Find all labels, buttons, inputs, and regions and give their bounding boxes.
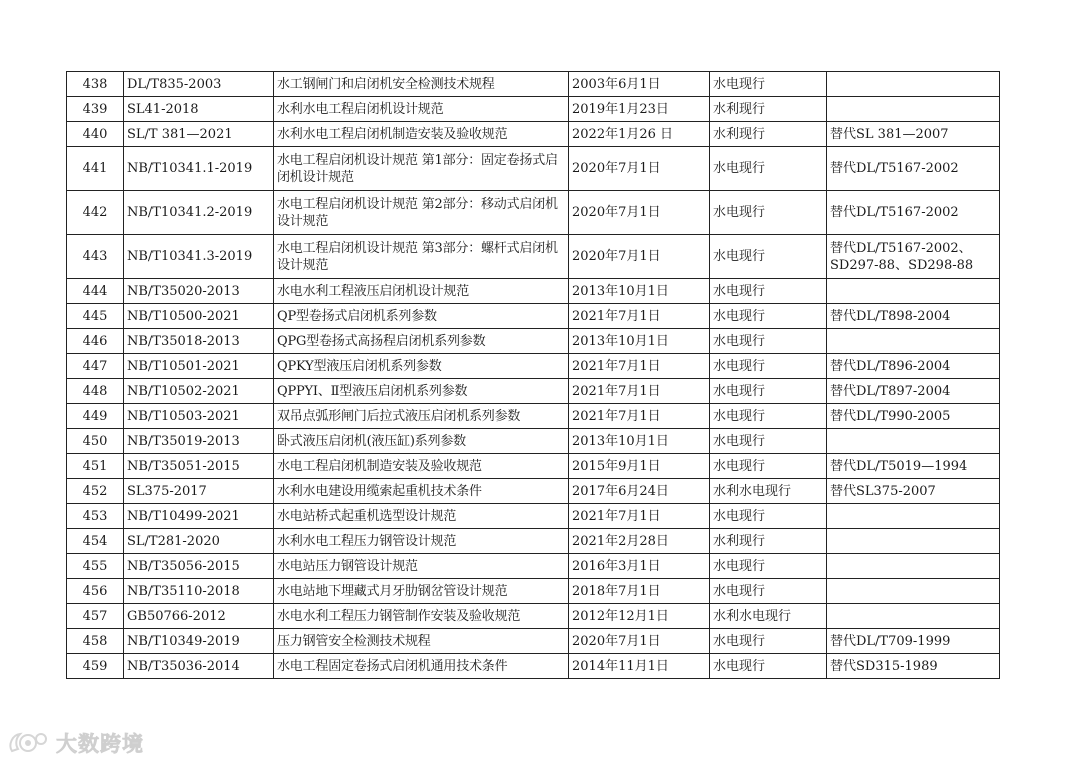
- effective-date-cell: 2020年7月1日: [569, 629, 710, 654]
- status-cell: 水利现行: [710, 122, 827, 147]
- row-number-cell: 448: [67, 379, 124, 404]
- table-row: [67, 554, 1000, 579]
- standard-code-cell: GB50766-2012: [124, 604, 274, 629]
- standard-code-cell: NB/T35110-2018: [124, 579, 274, 604]
- status-cell: 水电现行: [710, 554, 827, 579]
- status-cell: 水电现行: [710, 429, 827, 454]
- standard-title-cell: 水电站压力钢管设计规范: [274, 554, 569, 579]
- replacement-note-cell: 替代DL/T5167-2002: [827, 191, 1000, 235]
- standard-code-cell: NB/T10349-2019: [124, 629, 274, 654]
- row-number-cell: 438: [67, 72, 124, 97]
- row-number-cell: 440: [67, 122, 124, 147]
- table-row: [67, 97, 1000, 122]
- status-cell: 水电现行: [710, 354, 827, 379]
- status-cell: 水电现行: [710, 147, 827, 191]
- standard-code-cell: NB/T10500-2021: [124, 304, 274, 329]
- effective-date-cell: 2021年7月1日: [569, 504, 710, 529]
- standard-code-cell: DL/T835-2003: [124, 72, 274, 97]
- effective-date-cell: 2022年1月26 日: [569, 122, 710, 147]
- status-cell: 水电现行: [710, 404, 827, 429]
- standard-title-cell: 水电工程启闭机设计规范 第3部分：螺杆式启闭机设计规范: [274, 235, 569, 279]
- standard-code-cell: NB/T35019-2013: [124, 429, 274, 454]
- effective-date-cell: 2021年7月1日: [569, 404, 710, 429]
- standard-title-cell: 水电站桥式起重机选型设计规范: [274, 504, 569, 529]
- replacement-note-cell: 替代DL/T898-2004: [827, 304, 1000, 329]
- table-row: [67, 529, 1000, 554]
- replacement-note-cell: [827, 504, 1000, 529]
- effective-date-cell: 2013年10月1日: [569, 329, 710, 354]
- row-number-cell: 456: [67, 579, 124, 604]
- replacement-note-cell: [827, 72, 1000, 97]
- replacement-note-cell: [827, 429, 1000, 454]
- standard-code-cell: NB/T35020-2013: [124, 279, 274, 304]
- standard-title-cell: 水电工程启闭机制造安装及验收规范: [274, 454, 569, 479]
- row-number-cell: 441: [67, 147, 124, 191]
- standard-title-cell: 水电工程启闭机设计规范 第1部分：固定卷扬式启闭机设计规范: [274, 147, 569, 191]
- table-row: [67, 454, 1000, 479]
- table-row: [67, 404, 1000, 429]
- replacement-note-cell: 替代DL/T709-1999: [827, 629, 1000, 654]
- standard-title-cell: 双吊点弧形闸门后拉式液压启闭机系列参数: [274, 404, 569, 429]
- standard-title-cell: QPPYⅠ、Ⅱ型液压启闭机系列参数: [274, 379, 569, 404]
- effective-date-cell: 2014年11月1日: [569, 654, 710, 679]
- standard-title-cell: 水电水利工程液压启闭机设计规范: [274, 279, 569, 304]
- status-cell: 水电现行: [710, 654, 827, 679]
- table-row: [67, 191, 1000, 235]
- standard-title-cell: 水利水电工程启闭机制造安装及验收规范: [274, 122, 569, 147]
- effective-date-cell: 2016年3月1日: [569, 554, 710, 579]
- table-row: [67, 479, 1000, 504]
- table-row: [67, 629, 1000, 654]
- table-row: [67, 72, 1000, 97]
- standard-title-cell: 水利水电工程启闭机设计规范: [274, 97, 569, 122]
- effective-date-cell: 2019年1月23日: [569, 97, 710, 122]
- effective-date-cell: 2017年6月24日: [569, 479, 710, 504]
- standards-table: [66, 71, 1000, 679]
- standard-code-cell: NB/T35036-2014: [124, 654, 274, 679]
- table-row: [67, 304, 1000, 329]
- status-cell: 水利水电现行: [710, 479, 827, 504]
- effective-date-cell: 2021年2月28日: [569, 529, 710, 554]
- status-cell: 水利现行: [710, 97, 827, 122]
- standard-code-cell: SL41-2018: [124, 97, 274, 122]
- replacement-note-cell: [827, 329, 1000, 354]
- watermark-text: 大数跨境: [56, 732, 144, 756]
- table-row: [67, 147, 1000, 191]
- table-row: [67, 604, 1000, 629]
- table-row: [67, 429, 1000, 454]
- row-number-cell: 455: [67, 554, 124, 579]
- replacement-note-cell: [827, 604, 1000, 629]
- standard-title-cell: 水利水电工程压力钢管设计规范: [274, 529, 569, 554]
- effective-date-cell: 2015年9月1日: [569, 454, 710, 479]
- replacement-note-cell: [827, 579, 1000, 604]
- replacement-note-cell: 替代SD315-1989: [827, 654, 1000, 679]
- standard-code-cell: NB/T10341.1-2019: [124, 147, 274, 191]
- standard-code-cell: NB/T35051-2015: [124, 454, 274, 479]
- replacement-note-cell: 替代SL 381—2007: [827, 122, 1000, 147]
- standard-code-cell: NB/T35056-2015: [124, 554, 274, 579]
- replacement-note-cell: [827, 279, 1000, 304]
- status-cell: 水电现行: [710, 579, 827, 604]
- standard-title-cell: 水工钢闸门和启闭机安全检测技术规程: [274, 72, 569, 97]
- row-number-cell: 445: [67, 304, 124, 329]
- effective-date-cell: 2020年7月1日: [569, 147, 710, 191]
- row-number-cell: 451: [67, 454, 124, 479]
- replacement-note-cell: 替代DL/T5167-2002: [827, 147, 1000, 191]
- status-cell: 水电现行: [710, 235, 827, 279]
- standard-code-cell: NB/T10502-2021: [124, 379, 274, 404]
- effective-date-cell: 2013年10月1日: [569, 429, 710, 454]
- row-number-cell: 444: [67, 279, 124, 304]
- standard-code-cell: NB/T10501-2021: [124, 354, 274, 379]
- table-row: [67, 122, 1000, 147]
- effective-date-cell: 2003年6月1日: [569, 72, 710, 97]
- table-row: [67, 379, 1000, 404]
- table-row: [67, 235, 1000, 279]
- standard-title-cell: QPG型卷扬式高扬程启闭机系列参数: [274, 329, 569, 354]
- weibo-logo-icon: [6, 729, 50, 757]
- row-number-cell: 458: [67, 629, 124, 654]
- replacement-note-cell: 替代DL/T5019—1994: [827, 454, 1000, 479]
- status-cell: 水电现行: [710, 191, 827, 235]
- standard-code-cell: SL/T281-2020: [124, 529, 274, 554]
- table-row: [67, 354, 1000, 379]
- standard-title-cell: 水电工程固定卷扬式启闭机通用技术条件: [274, 654, 569, 679]
- standard-title-cell: QPKY型液压启闭机系列参数: [274, 354, 569, 379]
- effective-date-cell: 2012年12月1日: [569, 604, 710, 629]
- row-number-cell: 442: [67, 191, 124, 235]
- standard-code-cell: SL/T 381—2021: [124, 122, 274, 147]
- table-row: [67, 329, 1000, 354]
- table-row: [67, 504, 1000, 529]
- row-number-cell: 447: [67, 354, 124, 379]
- status-cell: 水电现行: [710, 304, 827, 329]
- replacement-note-cell: 替代SL375-2007: [827, 479, 1000, 504]
- standards-table-body: [67, 72, 1000, 679]
- row-number-cell: 439: [67, 97, 124, 122]
- status-cell: 水利水电现行: [710, 604, 827, 629]
- effective-date-cell: 2021年7月1日: [569, 304, 710, 329]
- standard-title-cell: 水电站地下埋藏式月牙肋钢岔管设计规范: [274, 579, 569, 604]
- replacement-note-cell: [827, 554, 1000, 579]
- row-number-cell: 450: [67, 429, 124, 454]
- row-number-cell: 459: [67, 654, 124, 679]
- standard-code-cell: NB/T35018-2013: [124, 329, 274, 354]
- standard-title-cell: 水利水电建设用缆索起重机技术条件: [274, 479, 569, 504]
- standard-title-cell: 水电工程启闭机设计规范 第2部分：移动式启闭机设计规范: [274, 191, 569, 235]
- row-number-cell: 449: [67, 404, 124, 429]
- status-cell: 水电现行: [710, 72, 827, 97]
- row-number-cell: 443: [67, 235, 124, 279]
- status-cell: 水电现行: [710, 329, 827, 354]
- replacement-note-cell: [827, 529, 1000, 554]
- standard-title-cell: QP型卷扬式启闭机系列参数: [274, 304, 569, 329]
- table-row: [67, 654, 1000, 679]
- row-number-cell: 457: [67, 604, 124, 629]
- standard-code-cell: SL375-2017: [124, 479, 274, 504]
- standard-code-cell: NB/T10341.2-2019: [124, 191, 274, 235]
- effective-date-cell: 2021年7月1日: [569, 354, 710, 379]
- status-cell: 水电现行: [710, 629, 827, 654]
- status-cell: 水电现行: [710, 454, 827, 479]
- standard-code-cell: NB/T10341.3-2019: [124, 235, 274, 279]
- effective-date-cell: 2020年7月1日: [569, 235, 710, 279]
- replacement-note-cell: 替代DL/T990-2005: [827, 404, 1000, 429]
- effective-date-cell: 2018年7月1日: [569, 579, 710, 604]
- row-number-cell: 454: [67, 529, 124, 554]
- effective-date-cell: 2020年7月1日: [569, 191, 710, 235]
- standard-title-cell: 卧式液压启闭机(液压缸)系列参数: [274, 429, 569, 454]
- replacement-note-cell: 替代DL/T896-2004: [827, 354, 1000, 379]
- row-number-cell: 452: [67, 479, 124, 504]
- replacement-note-cell: 替代DL/T897-2004: [827, 379, 1000, 404]
- table-row: [67, 279, 1000, 304]
- standard-code-cell: NB/T10503-2021: [124, 404, 274, 429]
- status-cell: 水电现行: [710, 279, 827, 304]
- status-cell: 水电现行: [710, 504, 827, 529]
- standard-title-cell: 水电水利工程压力钢管制作安装及验收规范: [274, 604, 569, 629]
- replacement-note-cell: [827, 97, 1000, 122]
- effective-date-cell: 2021年7月1日: [569, 379, 710, 404]
- status-cell: 水利现行: [710, 529, 827, 554]
- standard-title-cell: 压力钢管安全检测技术规程: [274, 629, 569, 654]
- table-row: [67, 579, 1000, 604]
- row-number-cell: 453: [67, 504, 124, 529]
- replacement-note-cell: 替代DL/T5167-2002、SD297-88、SD298-88: [827, 235, 1000, 279]
- effective-date-cell: 2013年10月1日: [569, 279, 710, 304]
- row-number-cell: 446: [67, 329, 124, 354]
- standard-code-cell: NB/T10499-2021: [124, 504, 274, 529]
- watermark: [6, 728, 144, 758]
- status-cell: 水电现行: [710, 379, 827, 404]
